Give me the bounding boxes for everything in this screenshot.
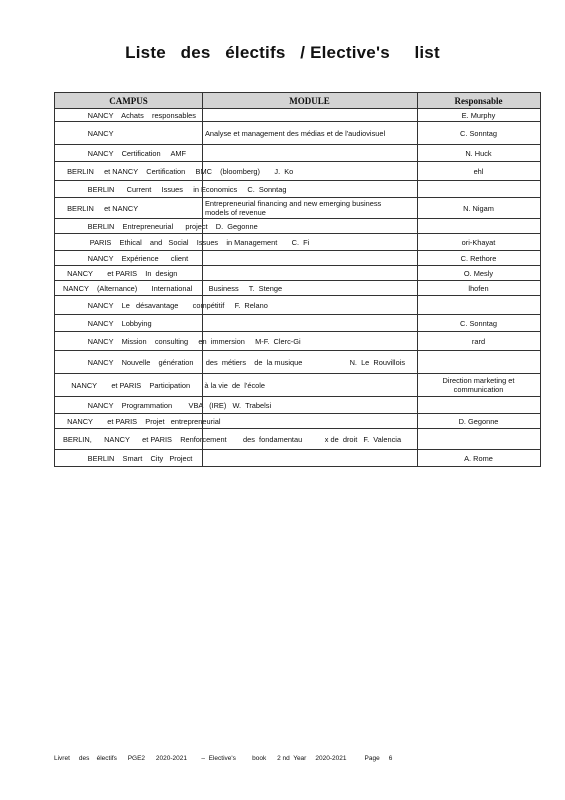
row-campus-module: NANCY et PARIS Projet entrepreneurial	[63, 416, 221, 426]
table-row	[55, 374, 540, 397]
row-campus-module: NANCY Le désavantage compétitif F. Relano	[63, 300, 268, 310]
row-campus-module: BERLIN Smart City Project	[63, 453, 193, 463]
table-row	[55, 234, 540, 251]
row-campus-module: NANCY Mission consulting en immersion M-F. Clerc-Gi	[63, 336, 301, 346]
row-campus-module: NANCY Nouvelle génération des métiers de la musique N. Le Rouvillois	[63, 357, 406, 367]
header-module: MODULE	[289, 95, 330, 106]
table-row	[55, 450, 540, 466]
electives-table	[54, 92, 541, 467]
row-campus-module: BERLIN, NANCY et PARIS Renforcement des fondamentau x de droit F. Valencia	[63, 434, 402, 444]
header-campus: CAMPUS	[109, 95, 148, 106]
row-responsable: N. Huck	[465, 148, 492, 158]
row-module: Analyse et management des médias et de l'audiovisuel	[205, 128, 386, 138]
table-row	[55, 251, 540, 266]
row-module: Entrepreneurial financing and new emerging business models of revenue	[205, 199, 382, 217]
row-responsable: rard	[471, 336, 486, 346]
table-row	[55, 162, 540, 181]
row-responsable: ehl	[473, 166, 484, 176]
row-campus-module: NANCY Certification AMF	[63, 148, 187, 158]
row-responsable: E. Murphy	[461, 110, 496, 120]
row-responsable: lhofen	[468, 283, 489, 293]
table-row	[55, 332, 540, 351]
row-responsable	[417, 181, 540, 197]
table-row	[55, 219, 540, 234]
page-footer: Livret des électifs PGE2 2020-2021 – Elective's book 2 nd Year 2020-2021 Page 6	[54, 755, 393, 762]
table-row	[55, 315, 540, 332]
table-row	[55, 109, 540, 122]
table-row	[55, 429, 540, 450]
row-responsable: D. Gegonne	[458, 416, 499, 426]
row-responsable: N. Nigam	[463, 203, 494, 213]
row-responsable: C. Sonntag	[460, 128, 497, 138]
row-responsable	[417, 397, 540, 413]
table-row	[55, 296, 540, 315]
row-campus-module: NANCY Programmation VBA (IRE) W. Trabelsi	[63, 400, 272, 410]
row-campus-module: BERLIN et NANCY	[63, 203, 139, 213]
row-responsable	[417, 296, 540, 314]
row-responsable: ori-Khayat	[461, 237, 496, 247]
table-row	[55, 198, 540, 219]
table-row	[55, 397, 540, 414]
row-campus-module: NANCY (Alternance) International Business T. Stenge	[63, 283, 283, 293]
row-campus-module: BERLIN et NANCY Certification BMC (bloomberg) J. Ko	[63, 166, 294, 176]
row-campus-module: BERLIN Entrepreneurial project D. Gegonne	[63, 221, 258, 231]
row-campus-module: PARIS Ethical and Social Issues in Management C. Fi	[63, 237, 310, 247]
table-row	[55, 266, 540, 281]
row-responsable: O. Mesly	[463, 268, 494, 278]
table-row	[55, 145, 540, 162]
row-campus-module: NANCY	[63, 128, 114, 138]
page-title: Liste des électifs / Elective's list	[125, 43, 440, 62]
row-responsable: A. Rome	[464, 453, 493, 463]
table-body	[55, 109, 540, 466]
table-row	[55, 414, 540, 429]
column-divider	[202, 93, 203, 466]
table-row	[55, 281, 540, 296]
row-responsable: C. Rethore	[460, 253, 497, 263]
table-row	[55, 122, 540, 145]
row-responsable	[417, 219, 540, 233]
row-campus-module: NANCY et PARIS Participation à la vie de l'école	[63, 380, 266, 390]
header-responsable: Responsable	[454, 95, 503, 106]
row-responsable	[417, 351, 540, 373]
table-row	[55, 351, 540, 374]
row-responsable	[417, 429, 540, 449]
row-campus-module: NANCY et PARIS In design	[63, 268, 178, 278]
table-header	[55, 93, 540, 109]
row-responsable: C. Sonntag	[460, 318, 497, 328]
row-campus-module: BERLIN Current Issues in Economics C. Sonntag	[63, 184, 287, 194]
row-campus-module: NANCY Expérience client	[63, 253, 189, 263]
column-divider	[417, 93, 418, 466]
row-campus-module: NANCY Lobbying	[63, 318, 152, 328]
table-row	[55, 181, 540, 198]
row-responsable: Direction marketing et communication	[442, 376, 515, 394]
row-campus-module: NANCY Achats responsables	[63, 110, 196, 120]
